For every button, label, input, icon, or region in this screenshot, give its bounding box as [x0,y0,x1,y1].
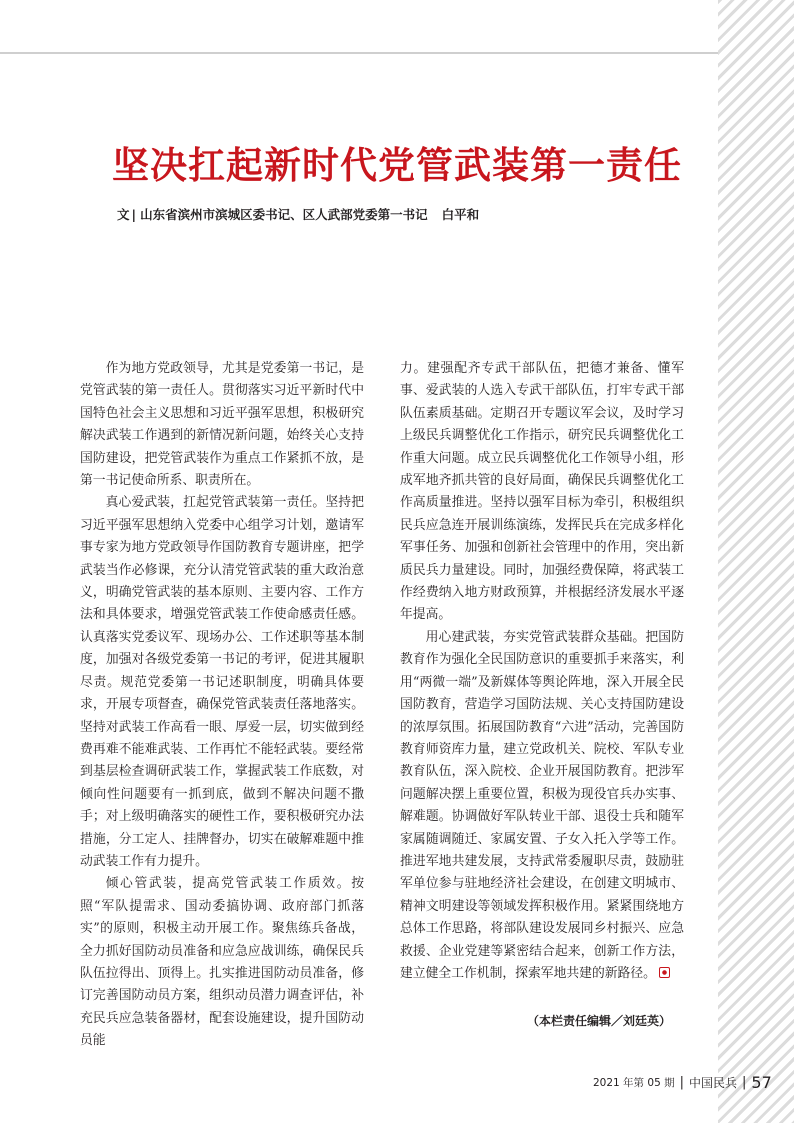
footer-divider: | [679,1074,684,1090]
byline-author-role: 山东省滨州市滨城区委书记、区人武部党委第一书记 [140,207,428,222]
byline-divider: | [131,207,137,222]
left-column [80,358,364,1053]
byline [117,205,479,225]
decorative-stripe-band [718,0,794,1123]
paragraph: 倾心管武装，提高党管武装工作质效。按照“军队提需求、国动委搞协调、政府部门抓落实”的原则，积极主动开展工作。聚焦练兵备战，全力抓好国防动员准备和应急应战训练，确保民兵队伍拉得出、顶得上。扎实推进国防动员准备，修订完善国防动员方案，组织动员潜力调查评估，补充民兵应急装备器材，配套设施建设，提升国防动员能 [80,876,364,1049]
paragraph-text: 用心建武装，夯实党管武装群众基础。把国防教育作为强化全民国防意识的重要抓手来落实，利用“两微一端”及新媒体等舆论阵地，深入开展全民国防教育，营造学习国防法规、关心支持国防建设的浓厚氛围。拓展国防教育“六进”活动，完善国防教育师资库力量，建立党政机关、院校、军队专业教育队伍，深入院校、企业开展国防教育。把涉军问题解决摆上重要位置，积极为现役官兵办实事、解难题。协调做好军队转业干部、退役士兵和随军家属随调随迁、家属安置、子女入托入学等工作。推进军地共建发展，支持武常委履职尽责，鼓励驻军单位参与驻地经济社会建设，在创建文明城市、精神文明建设等领域发挥积极作用。紧紧围绕地方总体工作思路，将部队建设发展同乡村振兴、应急救援、企业党建等紧密结合起来，创新工作方法，建立健全工作机制，探索军地共建的新路径。 [400,629,684,981]
end-mark-icon [659,967,670,978]
header-rule [0,52,718,54]
issue-label: 2021 年第 05 期 [593,1076,675,1089]
magazine-name: 中国民兵 [689,1075,738,1090]
paragraph: 作为地方党政领导，尤其是党委第一书记，是党管武装的第一责任人。贯彻落实习近平新时代中国特色社会主义思想和习近平强军思想，积极研究解决武装工作遇到的新情况新问题，始终关心支持国防建设，把党管武装作为重点工作紧抓不放，是第一书记使命所系、职责所在。 [80,361,364,489]
page-number: 57 [751,1072,772,1092]
paragraph: 真心爱武装，扛起党管武装第一责任。坚持把习近平强军思想纳入党委中心组学习计划，邀请军事专家为地方党政领导作国防教育专题讲座，把学武装当作必修课，充分认清党管武装的重大政治意义，明确党管武装的基本原则、主要内容、工作方法和具体要求，增强党管武装工作使命感责任感。认真落实党委议军、现场办公、工作述职等基本制度，加强对各级党委第一书记的考评，促进其履职尽责。规范党委第一书记述职制度，明确具体要求，开展专项督查，确保党管武装责任落地落实。坚持对武装工作高看一眼、厚爱一层，切实做到经费再难不能难武装、工作再忙不能轻武装。要经常到基层检查调研武装工作，掌握武装工作底数，对倾向性问题要有一抓到底，做到不解决问题不撒手；对上级明确落实的硬性工作，要积极研究办法措施，分工定人、挂牌督办，切实在破解难题中推动武装工作有力提升。 [80,495,364,869]
paragraph-continued: 力。建强配齐专武干部队伍，把德才兼备、懂军事、爱武装的人选入专武干部队伍，打牢专武干部队伍素质基础。定期召开专题议军会议，及时学习上级民兵调整优化工作指示，研究民兵调整优化工作重大问题。成立民兵调整优化工作领导小组，形成军地齐抓共管的良好局面，确保民兵调整优化工作高质量推进。坚持以强军目标为牵引，积极组织民兵应急连开展训练演练，发挥民兵在完成多样化军事任务、加强和创新社会管理中的作用，突出新质民兵力量建设。同时，加强经费保障，将武装工作经费纳入地方财政预算，并根据经济发展水平逐年提高。 [400,361,684,623]
page-footer [593,1071,772,1093]
article-title: 坚决扛起新时代党管武装第一责任 [112,143,682,187]
editor-note: （本栏责任编辑／刘廷英） [527,1014,672,1028]
byline-author-name: 白平和 [441,207,480,222]
paragraph-last [400,627,684,986]
footer-divider: | [742,1074,747,1090]
byline-prefix: 文 [117,207,130,222]
right-column [400,358,684,985]
